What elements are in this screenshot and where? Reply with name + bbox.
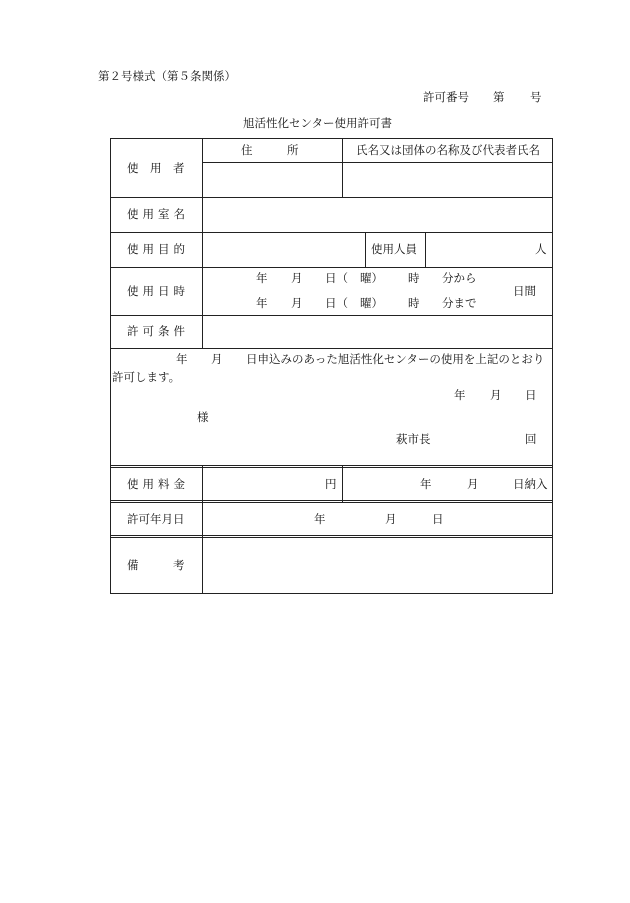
rule-notice-bottom bbox=[110, 465, 553, 468]
seal-mark: 回 bbox=[525, 432, 537, 446]
purpose-label: 使用目的 bbox=[127, 242, 189, 256]
issue-date-day: 日 bbox=[525, 388, 537, 402]
address-field[interactable] bbox=[204, 164, 340, 195]
permit-number-dai: 第 bbox=[493, 90, 505, 104]
rule-purpose-bottom bbox=[110, 267, 553, 268]
persons-label: 使用人員 bbox=[371, 242, 417, 256]
issue-date-month: 月 bbox=[490, 388, 502, 402]
rule-user-split bbox=[342, 138, 343, 197]
datetime-label: 使用日時 bbox=[127, 284, 189, 298]
end-to: 分まで bbox=[442, 296, 477, 310]
start-from: 分から bbox=[442, 271, 477, 285]
start-month: 月 bbox=[291, 271, 303, 285]
permit-date-label: 許可年月日 bbox=[127, 512, 185, 526]
user-label: 使 用 者 bbox=[127, 161, 185, 175]
start-hour: 時 bbox=[408, 271, 420, 285]
rule-user-bottom bbox=[110, 197, 553, 198]
payment-year: 年 bbox=[420, 477, 432, 491]
fee-yen: 円 bbox=[325, 477, 337, 491]
rule-purpose-split-1 bbox=[365, 232, 366, 267]
notice-text-line1: 日申込みのあった旭活性化センターの使用を上記のとおり bbox=[246, 352, 545, 366]
payment-month: 月 bbox=[467, 477, 479, 491]
rule-room-bottom bbox=[110, 232, 553, 233]
conditions-label: 許可条件 bbox=[127, 324, 189, 338]
notice-text-line2: 許可します。 bbox=[112, 370, 181, 384]
permit-number-label: 許可番号 bbox=[423, 90, 469, 104]
purpose-field[interactable] bbox=[204, 234, 363, 265]
conditions-field[interactable] bbox=[204, 317, 551, 346]
permit-date-year: 年 bbox=[314, 512, 326, 526]
remarks-field[interactable] bbox=[204, 539, 551, 592]
start-day: 日（ bbox=[325, 271, 348, 285]
start-year: 年 bbox=[256, 271, 268, 285]
start-weekday: 曜） bbox=[360, 271, 383, 285]
mayor-title: 萩市長 bbox=[396, 432, 431, 446]
permit-date-month: 月 bbox=[385, 512, 397, 526]
fee-label: 使用料金 bbox=[127, 477, 189, 491]
rule-conditions-bottom bbox=[110, 348, 553, 349]
notice-year: 年 bbox=[176, 352, 188, 366]
name-column-header: 氏名又は団体の名称及び代表者氏名 bbox=[356, 143, 540, 157]
room-field[interactable] bbox=[204, 199, 551, 230]
rule-datetime-bottom bbox=[110, 315, 553, 316]
addressee-sama: 様 bbox=[197, 410, 209, 424]
rule-user-header bbox=[202, 162, 553, 163]
issue-date-year: 年 bbox=[454, 388, 466, 402]
room-label: 使用室名 bbox=[127, 207, 189, 221]
end-hour: 時 bbox=[408, 296, 420, 310]
end-day: 日（ bbox=[325, 296, 348, 310]
days-count-label: 日間 bbox=[513, 284, 536, 298]
address-column-header: 住 所 bbox=[241, 143, 299, 157]
form-number: 第２号様式（第５条関係） bbox=[98, 69, 236, 83]
rule-label-column bbox=[202, 138, 203, 348]
payment-paid: 日納入 bbox=[513, 477, 548, 491]
rule-label-column-lower bbox=[202, 466, 203, 594]
rule-fee-bottom bbox=[110, 500, 553, 503]
permit-date-day: 日 bbox=[432, 512, 444, 526]
permit-number-go: 号 bbox=[530, 90, 542, 104]
end-month: 月 bbox=[291, 296, 303, 310]
document-title: 旭活性化センター使用許可書 bbox=[243, 116, 393, 130]
name-field[interactable] bbox=[344, 164, 551, 195]
notice-month: 月 bbox=[211, 352, 223, 366]
rule-permit-date-bottom bbox=[110, 535, 553, 538]
end-weekday: 曜） bbox=[360, 296, 383, 310]
rule-fee-split bbox=[342, 466, 343, 503]
rule-purpose-split-2 bbox=[425, 232, 426, 267]
persons-unit: 人 bbox=[535, 242, 547, 256]
remarks-label: 備 考 bbox=[127, 558, 185, 572]
end-year: 年 bbox=[256, 296, 268, 310]
